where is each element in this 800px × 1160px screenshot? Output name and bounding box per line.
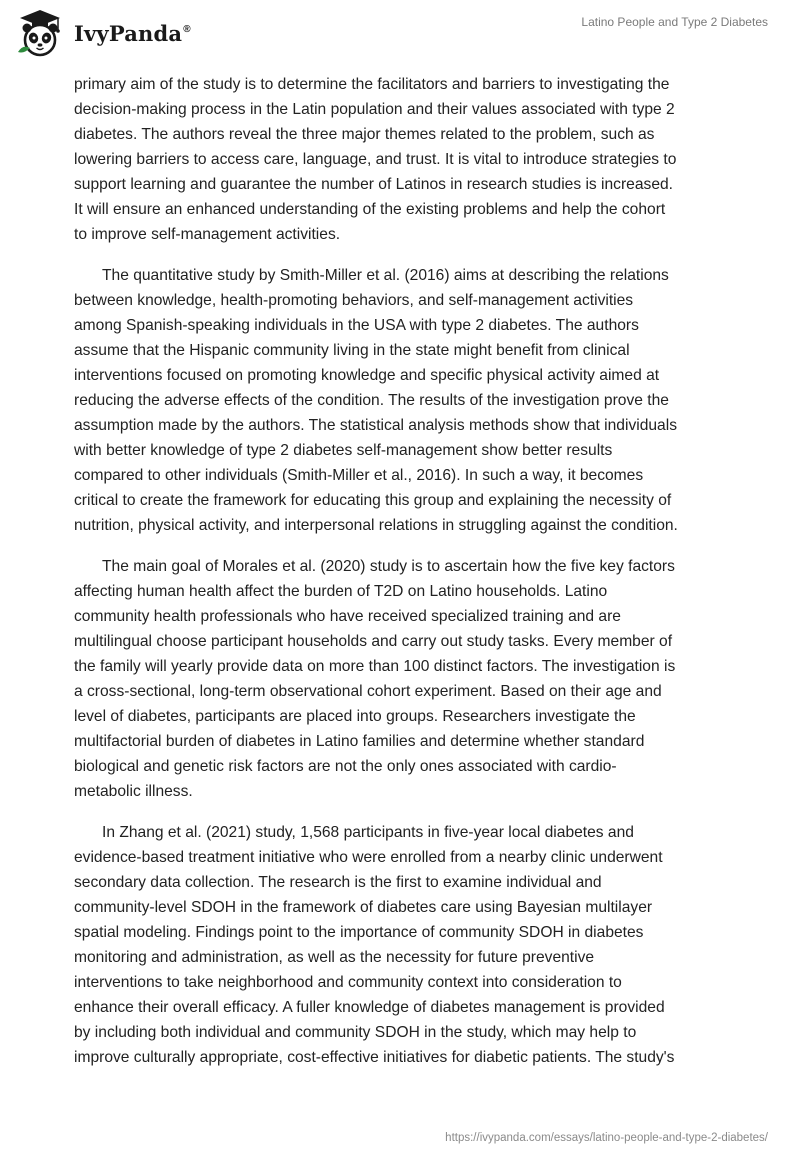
paragraph: The main goal of Morales et al. (2020) study is to ascertain how the five key factors affecting human health affect the burden of T2D on Latino households. Latino community health professionals who have received specialized training and are multilingual choose participant households and carry out study tasks. Every member of the family will yearly provide data on more than 100 distinct factors. The investigation is a cross-sectional, long-term observational cohort experiment. Based on their age and level of diabetes, participants are placed into groups. Researchers investigate the multifactorial burden of diabetes in Latino families and determine whether standard biological and genetic risk factors are not the only ones associated with cardio- metabolic illness. bbox=[74, 558, 676, 800]
brand-logo[interactable] bbox=[14, 8, 191, 58]
brand-name bbox=[74, 21, 191, 46]
registered-mark: ® bbox=[183, 23, 191, 35]
essay-body bbox=[74, 72, 724, 1086]
panda-graduation-cap-icon bbox=[14, 8, 66, 58]
source-url[interactable]: https://ivypanda.com/essays/latino-people-and-type-2-diabetes/ bbox=[445, 1132, 768, 1144]
paragraph: The quantitative study by Smith-Miller et al. (2016) aims at describing the relations between knowledge, health-promoting behaviors, and self-management activities among Spanish-speaking individuals in the USA with type 2 diabetes. The authors assume that the Hispanic community living in the state might benefit from clinical interventions focused on promoting knowledge and specific physical activity aimed at reducing the adverse effects of the condition. The results of the investigation prove the assumption made by the authors. The statistical analysis methods show that individuals with better knowledge of type 2 diabetes self-management show better results compared to other individuals (Smith-Miller et al., 2016). In such a way, it becomes critical to create the framework for educating this group and explaining the necessity of nutrition, physical activity, and interpersonal relations in struggling against the condition. bbox=[74, 267, 678, 534]
paragraph-continued: primary aim of the study is to determine the facilitators and barriers to investigating the decision-making process in the Latin population and their values associated with type 2 diabetes. The authors reveal the three major themes related to the problem, such as lowering barriers to access care, language, and trust. It is vital to introduce strategies to support learning and guarantee the number of Latinos in research studies is increased. It will ensure an enhanced understanding of the existing problems and help the cohort to improve self-management activities. bbox=[74, 76, 677, 243]
brand-label: IvyPanda bbox=[74, 20, 183, 46]
paragraph: In Zhang et al. (2021) study, 1,568 participants in five-year local diabetes and evidence-based treatment initiative who were enrolled from a nearby clinic underwent secondary data collection. The research is the first to examine individual and community-level SDOH in the framework of diabetes care using Bayesian multilayer spatial modeling. Findings point to the importance of community SDOH in diabetes monitoring and administration, as well as the necessity for future preventive interventions to take neighborhood and community context into consideration to enhance their overall efficacy. A fuller knowledge of diabetes management is provided by including both individual and community SDOH in the study, which may help to improve culturally appropriate, cost-effective initiatives for diabetic patients. The study's bbox=[74, 824, 675, 1066]
running-title: Latino People and Type 2 Diabetes bbox=[581, 15, 768, 29]
page-header bbox=[0, 0, 800, 70]
